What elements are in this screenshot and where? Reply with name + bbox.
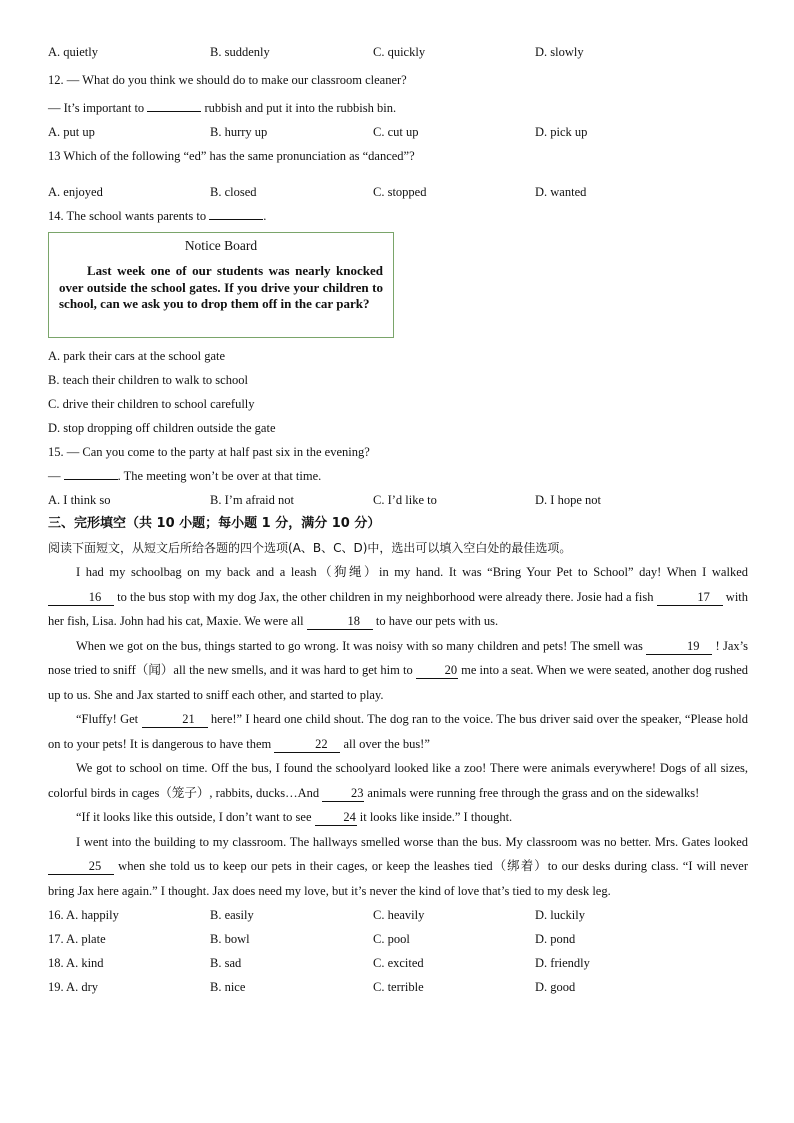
q18-option-b[interactable]: B. sad <box>210 956 242 970</box>
q11-option-b[interactable]: B. suddenly <box>210 45 270 59</box>
cloze-passage <box>48 560 748 903</box>
passage-paragraph-3 <box>48 707 748 756</box>
blank-19[interactable]: 19 <box>646 638 712 655</box>
blank-21[interactable]: 21 <box>142 711 208 728</box>
notice-board-title: Notice Board <box>184 238 258 253</box>
q18-option-d[interactable]: D. friendly <box>535 956 590 970</box>
q19-option-c[interactable]: C. terrible <box>373 980 424 994</box>
blank-18[interactable]: 18 <box>307 613 373 630</box>
q15-option-d[interactable]: D. I hope not <box>535 493 601 507</box>
q14-stem-post: . <box>263 209 267 223</box>
q17-option-a[interactable]: 17. A. plate <box>48 932 106 946</box>
q13-option-a[interactable]: A. enjoyed <box>48 185 103 199</box>
q15-option-a[interactable]: A. I think so <box>48 493 111 507</box>
q14-blank[interactable] <box>209 219 263 220</box>
q19-option-b[interactable]: B. nice <box>210 980 246 994</box>
q18-option-c[interactable]: C. excited <box>373 956 424 970</box>
passage-text: “Fluffy! Get <box>76 712 139 726</box>
notice-board <box>48 232 394 338</box>
q14-stem <box>48 204 748 228</box>
passage-paragraph-2 <box>48 634 748 708</box>
q11-option-a[interactable]: A. quietly <box>48 45 98 59</box>
q14-option-d[interactable]: D. stop dropping off children outside the gate <box>48 421 276 435</box>
passage-text: ! Jax’s nose tried to sniff（闻）all the new smells, and it was hard to get him to <box>48 638 749 677</box>
passage-text: animals were running free through the grass and on the sidewalks! <box>367 785 700 800</box>
passage-text: I had my schoolbag on my back and a leash（狗绳）in my hand. It was “Bring Your Pet to School” day! When I walked <box>76 565 748 579</box>
q19-option-d[interactable]: D. good <box>535 980 576 994</box>
passage-paragraph-4 <box>48 756 748 805</box>
passage-text: when she told us to keep our pets in their cages, or keep the leashes tied（绑着）to our desks during class. “I will never bring Jax here again.” I thought. Jax does need my love, but it’s never the kind of love that’s tied to my desk leg. <box>48 859 749 898</box>
q19-options <box>48 975 748 999</box>
q15-line2 <box>48 464 748 488</box>
q11-option-c[interactable]: C. quickly <box>373 45 426 59</box>
blank-16[interactable]: 16 <box>48 589 114 606</box>
q12-blank[interactable] <box>147 111 201 112</box>
blank-22[interactable]: 22 <box>274 736 340 753</box>
q12-option-c[interactable]: C. cut up <box>373 125 419 139</box>
q15-option-c[interactable]: C. I’d like to <box>373 493 437 507</box>
q15-blank[interactable] <box>64 479 118 480</box>
passage-text: When we got on the bus, things started to go wrong. It was noisy with so many children and pets! The smell was <box>76 638 643 653</box>
blank-20[interactable]: 20 <box>416 662 458 679</box>
blank-23[interactable]: 23 <box>322 785 364 802</box>
q15-line2-post: . The meeting won’t be over at that time. <box>117 469 322 483</box>
q13-stem: 13 Which of the following “ed” has the same pronunciation as “danced”? <box>48 149 415 163</box>
q19-option-a[interactable]: 19. A. dry <box>48 980 98 994</box>
passage-text: to have our pets with us. <box>375 614 499 628</box>
q15-line2-pre: — <box>48 469 61 483</box>
section-instruction: 阅读下面短文，从短文后所给各题的四个选项(A、B、C、D)中，选出可以填入空白处的最佳选项。 <box>48 541 572 555</box>
q13-option-b[interactable]: B. closed <box>210 185 257 199</box>
passage-text: with her fish, Lisa. John had his cat, Maxie. We were all <box>48 589 749 628</box>
q12-stem: 12. — What do you think we should do to make our classroom cleaner? <box>48 73 407 87</box>
q15-options <box>48 488 748 512</box>
passage-text: I went into the building to my classroom. The hallways smelled worse than the bus. My classroom was no better. Mrs. Gates looked <box>76 834 748 849</box>
blank-24[interactable]: 24 <box>315 809 357 826</box>
passage-text: to the bus stop with my dog Jax, the other children in my neighborhood were already there. Josie had a fish <box>117 589 654 604</box>
q16-options <box>48 903 748 927</box>
q12-option-b[interactable]: B. hurry up <box>210 125 268 139</box>
passage-paragraph-1 <box>48 560 748 634</box>
q12-line2-pre: — It’s important to <box>48 101 145 115</box>
q13-option-d[interactable]: D. wanted <box>535 185 587 199</box>
q17-option-d[interactable]: D. pond <box>535 932 576 946</box>
passage-text: here!” I heard one child shout. The dog ran to the voice. The bus driver said over the speaker, “Please hold on to your pets! It is dangerous to have them <box>48 712 748 751</box>
passage-text: me into a seat. When we were seated, another dog rushed up to us. She and Jax started to sniff each other, and started to play. <box>48 663 749 702</box>
q15-option-b[interactable]: B. I’m afraid not <box>210 493 295 507</box>
passage-paragraph-6 <box>48 830 748 904</box>
q15-stem: 15. — Can you come to the party at half past six in the evening? <box>48 445 370 459</box>
passage-text: “If it looks like this outside, I don’t want to see <box>76 810 312 824</box>
q11-options <box>48 40 748 64</box>
q16-option-a[interactable]: 16. A. happily <box>48 908 119 922</box>
q18-options <box>48 951 748 975</box>
q17-options <box>48 927 748 951</box>
notice-board-body: Last week one of our students was nearly knocked over outside the school gates. If you drive your children to school, can we ask you to drop them off in the car park? <box>59 263 383 311</box>
passage-text: it looks like inside.” I thought. <box>359 810 513 824</box>
q12-line2-post: rubbish and put it into the rubbish bin. <box>204 101 397 115</box>
exam-page <box>48 40 748 999</box>
q14-stem-pre: 14. The school wants parents to <box>48 209 207 223</box>
blank-17[interactable]: 17 <box>657 589 723 606</box>
passage-paragraph-5 <box>48 805 748 830</box>
q11-option-d[interactable]: D. slowly <box>535 45 584 59</box>
q13-option-c[interactable]: C. stopped <box>373 185 427 199</box>
section-title: 三、完形填空（共 10 小题；每小题 1 分，满分 10 分） <box>48 516 381 531</box>
q16-option-d[interactable]: D. luckily <box>535 908 585 922</box>
passage-text: all over the bus!” <box>343 736 430 751</box>
q16-option-c[interactable]: C. heavily <box>373 908 425 922</box>
q12-options <box>48 120 748 144</box>
q14-option-a[interactable]: A. park their cars at the school gate <box>48 349 226 363</box>
q17-option-b[interactable]: B. bowl <box>210 932 250 946</box>
q12-option-a[interactable]: A. put up <box>48 125 95 139</box>
q16-option-b[interactable]: B. easily <box>210 908 254 922</box>
q14-option-b[interactable]: B. teach their children to walk to school <box>48 373 248 387</box>
q18-option-a[interactable]: 18. A. kind <box>48 956 104 970</box>
q14-option-c[interactable]: C. drive their children to school carefully <box>48 397 255 411</box>
q17-option-c[interactable]: C. pool <box>373 932 410 946</box>
passage-text: We got to school on time. Off the bus, I found the schoolyard looked like a zoo! There were animals everywhere! Dogs of all sizes, colorful birds in cages（笼子）, rabbits, ducks…And <box>48 761 748 800</box>
q12-option-d[interactable]: D. pick up <box>535 125 588 139</box>
q13-options <box>48 180 748 204</box>
q12-line2 <box>48 96 748 120</box>
blank-25[interactable]: 25 <box>48 858 114 875</box>
